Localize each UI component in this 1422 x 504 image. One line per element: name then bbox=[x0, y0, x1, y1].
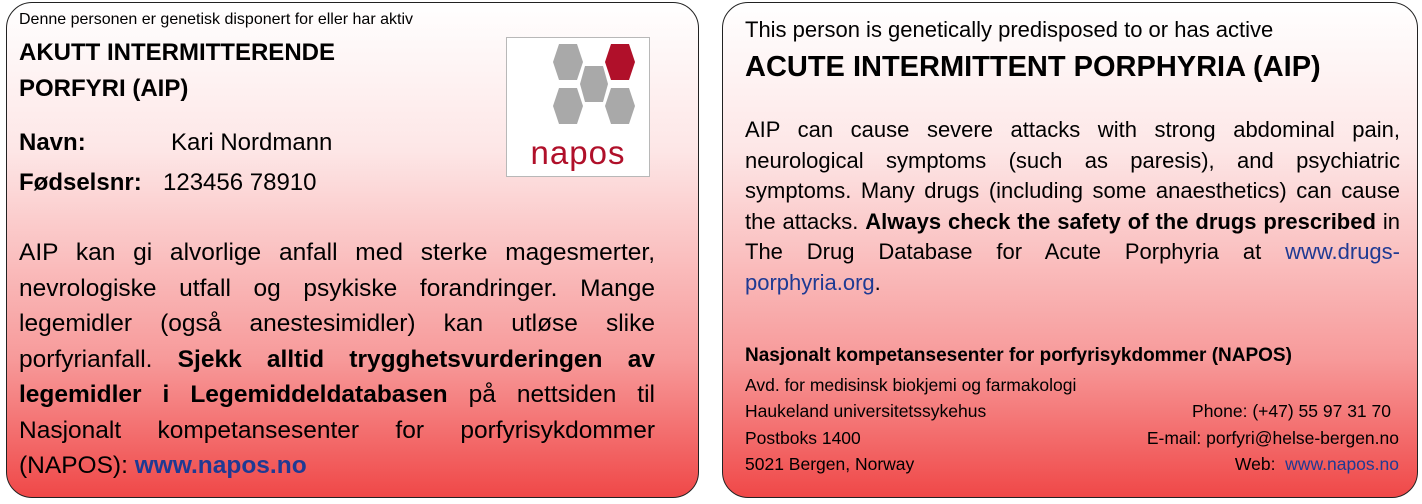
body-text: AIP can cause severe attacks with strong abdominal pain, neurological symptoms (such as paresis), and psychiatric symptoms. Many drugs (including some anaesthetics) can cause the attacks. bbox=[745, 117, 1400, 234]
website bbox=[1235, 454, 1399, 475]
drug-database-link[interactable]: www.drugs-porphyria.org bbox=[745, 239, 1400, 295]
web-link[interactable]: www.napos.no bbox=[1285, 454, 1399, 474]
body-bold-text: Sjekk alltid trygghetsvurderingen av legemidler i Legemiddeldatabasen bbox=[19, 345, 655, 408]
email-address: E-mail: porfyri@helse-bergen.no bbox=[1146, 428, 1399, 448]
address-line: Haukeland universitetssykehus bbox=[745, 401, 987, 421]
logo-gray-top-left bbox=[553, 44, 583, 80]
name-value: Kari Nordmann bbox=[171, 129, 333, 156]
logo-gray-bottom-right bbox=[605, 88, 635, 124]
card-body-text bbox=[19, 235, 655, 484]
card-title-line1: AKUTT INTERMITTERENDE bbox=[19, 39, 335, 66]
napos-logo bbox=[506, 37, 650, 177]
logo-gray-center bbox=[580, 66, 608, 102]
body-end: . bbox=[874, 269, 881, 295]
logo-red-top-right bbox=[605, 44, 635, 80]
card-title-line2: PORFYRI (AIP) bbox=[19, 75, 189, 102]
card-norwegian bbox=[6, 2, 699, 498]
card-subtitle: Denne personen er genetisk disponert for eller har aktiv bbox=[19, 11, 413, 28]
card-english bbox=[722, 2, 1418, 498]
address-line: Avd. for medisinsk biokjemi og farmakologi bbox=[745, 375, 1077, 395]
card-body-text bbox=[745, 115, 1400, 298]
web-label: Web: bbox=[1234, 454, 1276, 474]
phone-number: Phone: (+47) 55 97 31 70 bbox=[1192, 401, 1391, 421]
logo-gray-bottom-left bbox=[553, 88, 583, 124]
address-line: Postboks 1400 bbox=[745, 428, 861, 448]
card-subtitle: This person is genetically predisposed to or has active bbox=[745, 17, 1274, 42]
card-title: ACUTE INTERMITTENT PORPHYRIA (AIP) bbox=[745, 51, 1321, 83]
birth-number-label: Fødselsnr: bbox=[19, 169, 142, 196]
logo-text: napos bbox=[530, 134, 626, 171]
body-text-2: in The Drug Database for Acute Porphyria at bbox=[745, 208, 1400, 264]
body-text-2: på nettsiden til Nasjonalt kompetansesenter for porfyrisykdommer (NAPOS): bbox=[19, 381, 655, 479]
napos-website-link[interactable]: www.napos.no bbox=[134, 452, 307, 479]
birth-number-value: 123456 78910 bbox=[163, 169, 317, 196]
body-bold-text: Always check the safety of the drugs prescribed bbox=[865, 208, 1376, 234]
organization-name: Nasjonalt kompetansesenter for porfyrisykdommer (NAPOS) bbox=[745, 345, 1292, 366]
name-label: Navn: bbox=[19, 129, 86, 156]
body-text: AIP kan gi alvorlige anfall med sterke magesmerter, nevrologiske utfall og psykiske forandringer. Mange legemidler (også anestesimidler) kan utløse slike porfyrianfall. bbox=[19, 239, 655, 373]
address-line: 5021 Bergen, Norway bbox=[745, 454, 915, 474]
napos-cross-logo-icon bbox=[507, 38, 649, 138]
